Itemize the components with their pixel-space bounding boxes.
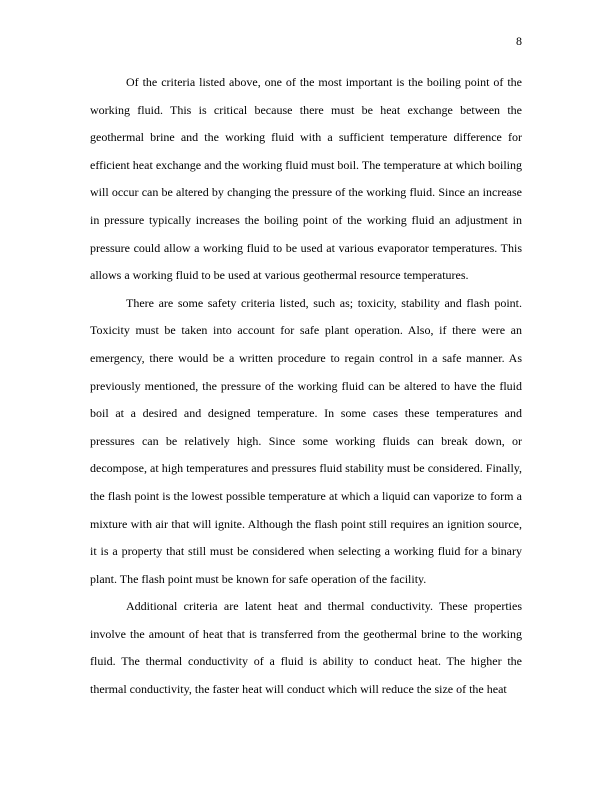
paragraph-boiling-point: Of the criteria listed above, one of the most important is the boiling point of the working fluid. This is critical because there must be heat exchange between the geothermal brine and the working fluid with a sufficient temperature difference for efficient heat exchange and the working fluid must boil. The temperature at which boiling will occur can be altered by changing the pressure of the working fluid. Since an increase in pressure typically increases the boiling point of the working fluid an adjustment in pressure could allow a working fluid to be used at various evaporator temperatures. This allows a working fluid to be used at various geothermal resource temperatures.: [90, 75, 522, 283]
page-number: 8: [516, 34, 522, 48]
paragraph-additional-criteria: Additional criteria are latent heat and thermal conductivity. These properties involve the amount of heat that is transferred from the geothermal brine to the working fluid. The thermal conductivity of a fluid is ability to conduct heat. The higher the thermal conductivity, the faster heat will conduct which will reduce the size of the heat: [90, 599, 522, 697]
paragraph-safety-criteria: There are some safety criteria listed, such as; toxicity, stability and flash point. Toxicity must be taken into account for safe plant operation. Also, if there were an emergency, there would be a written procedure to regain control in a safe manner. As previously mentioned, the pressure of the working fluid can be altered to have the fluid boil at a desired and designed temperature. In some cases these temperatures and pressures can be relatively high. Since some working fluids can break down, or decompose, at high temperatures and pressures fluid stability must be considered. Finally, the flash point is the lowest possible temperature at which a liquid can vaporize to form a mixture with air that will ignite. Although the flash point still requires an ignition source, it is a property that still must be considered when selecting a working fluid for a binary plant. The flash point must be known for safe operation of the facility.: [90, 295, 522, 586]
document-body: [90, 69, 522, 704]
